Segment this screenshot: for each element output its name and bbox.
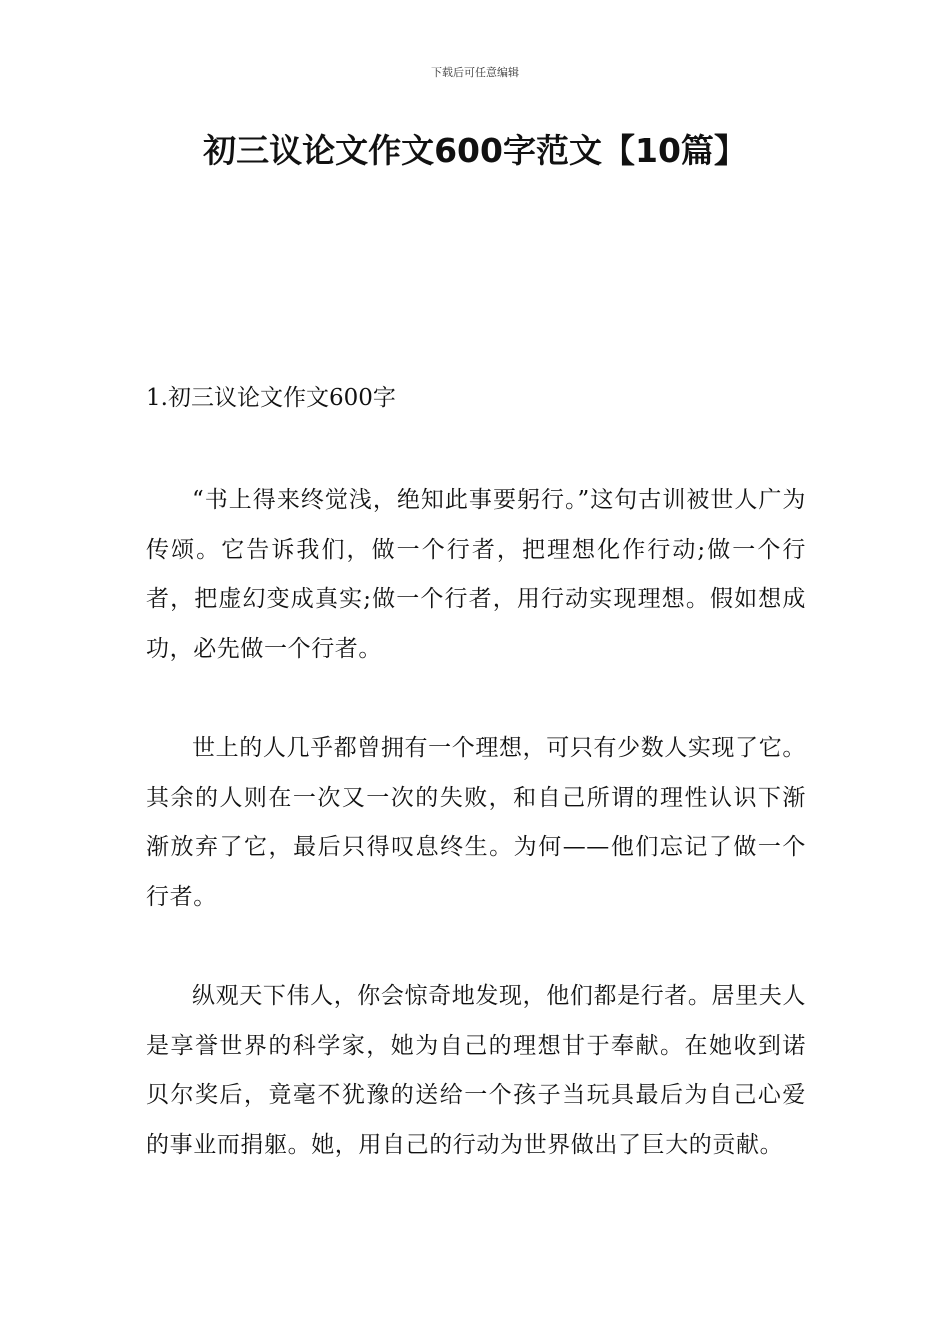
paragraph-2: 世上的人几乎都曾拥有一个理想，可只有少数人实现了它。其余的人则在一次又一次的失败，和自己所谓的理性认识下渐渐放弃了它，最后只得叹息终生。为何——他们忘记了做一个行者。 — [146, 735, 806, 910]
paragraph-3: 纵观天下伟人，你会惊奇地发现，他们都是行者。居里夫人是享誉世界的科学家，她为自己的理想甘于奉献。在她收到诺贝尔奖后，竟毫不犹豫的送给一个孩子当玩具最后为自己心爱的事业而捐躯。她，用自己的行动为世界做出了巨大的贡献。 — [146, 983, 806, 1158]
header-note: 下载后可任意编辑 — [431, 66, 519, 79]
document-title: 初三议论文作文600字范文【10篇】 — [203, 131, 747, 170]
paragraph-1: “书上得来终觉浅，绝知此事要躬行。”这句古训被世人广为传颂。它告诉我们，做一个行者，把理想化作行动;做一个行者，把虚幻变成真实;做一个行者，用行动实现理想。假如想成功，必先做一个行者。 — [146, 487, 806, 662]
section-heading: 1.初三议论文作文600字 — [146, 385, 396, 411]
